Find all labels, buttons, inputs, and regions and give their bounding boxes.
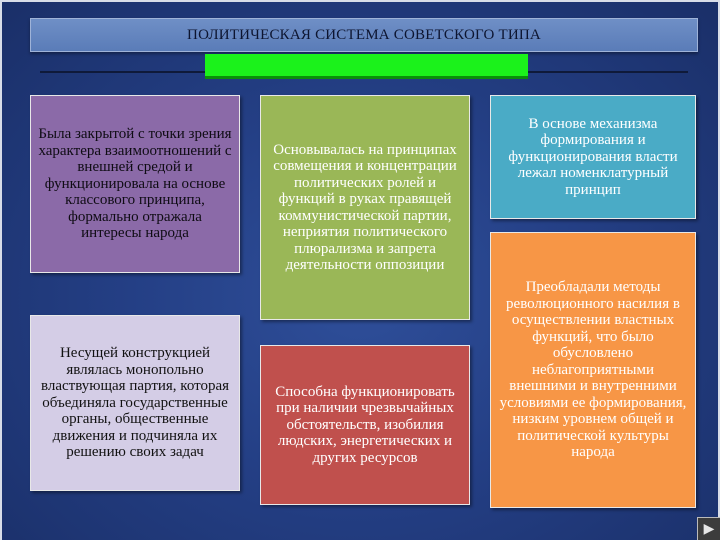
next-slide-button[interactable] (697, 517, 720, 540)
box-violence (490, 232, 696, 508)
slide-title-text: ПОЛИТИЧЕСКАЯ СИСТЕМА СОВЕТСКОГО ТИПА (187, 26, 541, 43)
box-principles-text: Основывалась на принципах совмещения и концентрации политических ролей и функций в руках правящей коммунистической партии, неприятия политического плюрализма и запрета деятельности оппозиции (273, 141, 457, 273)
box-party-core-text: Несущей конструкцией являлась монопольно властвующая партия, которая объединяла государственные органы, общественные движения и подчиняла их решению своих задач (40, 345, 230, 461)
next-slide-icon: ▶ (703, 521, 715, 537)
green-accent-bar (205, 54, 528, 79)
box-emergency (260, 345, 470, 505)
title-divider-right (528, 71, 688, 73)
slide-frame-top (0, 0, 720, 2)
box-nomenklatura (490, 95, 696, 219)
slide-title (30, 18, 698, 52)
box-principles (260, 95, 470, 320)
title-divider-left (40, 71, 205, 73)
box-emergency-text: Способна функционировать при наличии чрезвычайных обстоятельств, изобилия людских, энергетических и других ресурсов (275, 383, 455, 466)
slide-frame-left (0, 0, 2, 540)
box-closed-system (30, 95, 240, 273)
box-party-core (30, 315, 240, 491)
box-violence-text: Преобладали методы революционного насилия в осуществлении властных функций, что было обусловлено неблагоприятными внешними и внутренними условиями ее формирования, низким уровнем общей и политической культуры народа (499, 279, 687, 461)
box-nomenklatura-text: В основе механизма формирования и функционирования власти лежал номенклатурный принцип (508, 115, 678, 198)
box-closed-system-text: Была закрытой с точки зрения характера взаимоотношений с внешней средой и функционировала на основе классового принципа, формально отражала интересы народа (38, 126, 232, 242)
